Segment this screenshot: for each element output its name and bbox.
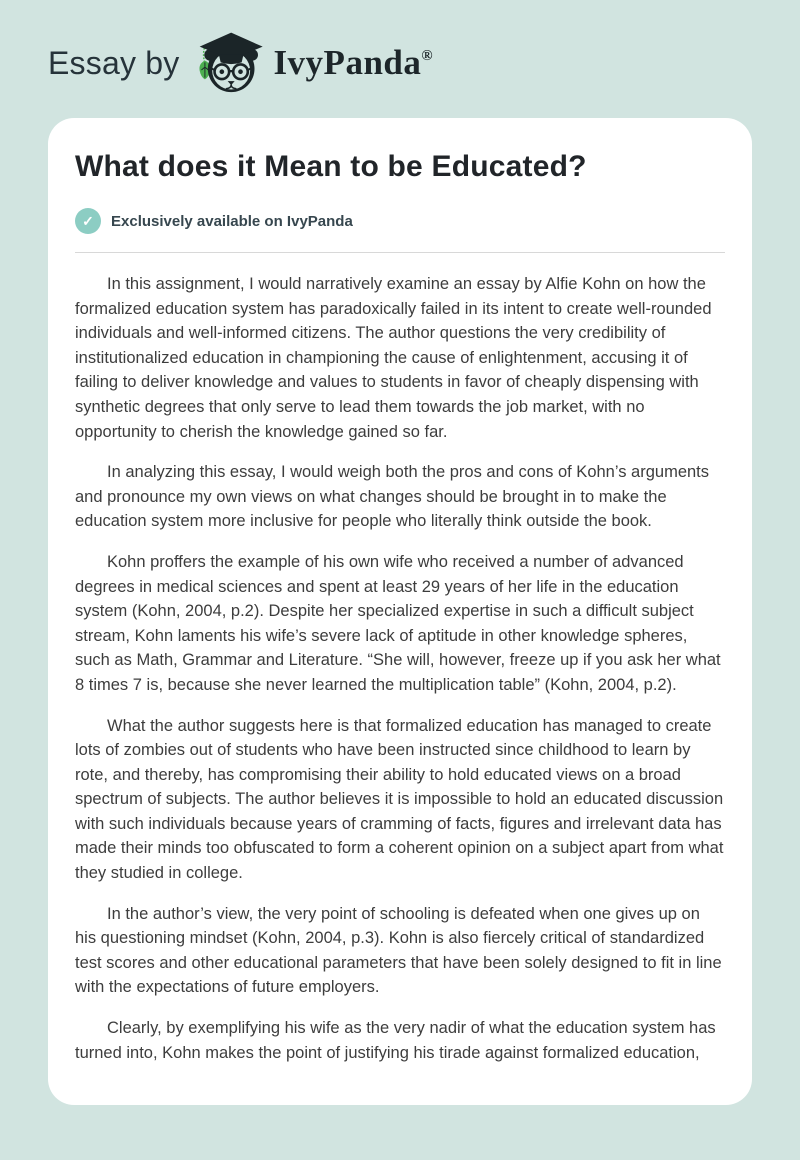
exclusive-badge [75, 208, 725, 234]
check-icon: ✓ [75, 208, 101, 234]
divider [75, 252, 725, 253]
ivypanda-logo[interactable] [195, 30, 433, 96]
page-title: What does it Mean to be Educated? [75, 150, 587, 183]
essay-paragraph: Clearly, by exemplifying his wife as the very nadir of what the education system has turned into, Kohn makes the point of justifying his tirade against formalized education, [75, 1019, 716, 1062]
essay-paragraph: Kohn proffers the example of his own wife who received a number of advanced degrees in medical sciences and spent at least 29 years of her life in the education system (Kohn, 2004, p.2). Despite her specialized expertise in such a difficult subject stream, Kohn laments his wife’s severe lack of aptitude in other knowledge spheres, such as Math, Grammar and Literature. “She will, however, freeze up if you ask her what 8 times 7 is, because she never learned the multiplication table” (Kohn, 2004, p.2). [75, 552, 721, 694]
essay-paragraph: In this assignment, I would narratively examine an essay by Alfie Kohn on how the formalized education system has paradoxically failed in its intent to create well-rounded individuals and well-informed citizens. The author questions the very credibility of institutionalized education in championing the cause of enlightenment, accusing it of failing to deliver knowledge and values to students in favor of cheaply dispensing with synthetic degrees that only serve to lead them towards the job market, with no opportunity to cherish the knowledge gained so far. [75, 275, 712, 441]
registered-trademark: ® [421, 48, 434, 64]
essay-card [48, 118, 752, 1105]
essay-by-label: Essay by [48, 44, 180, 81]
panda-logo-icon [195, 30, 265, 96]
exclusive-badge-label: Exclusively available on IvyPanda [111, 212, 353, 230]
essay-paragraph: In analyzing this essay, I would weigh both the pros and cons of Kohn’s arguments and pronounce my own views on what changes should be brought in to make the education system more inclusive for people who literally think outside the book. [75, 463, 710, 531]
page-header [0, 0, 800, 118]
brand-name: IvyPanda® [273, 43, 434, 82]
essay-paragraph: What the author suggests here is that formalized education has managed to create lots of zombies out of students who have been instructed since childhood to learn by rote, and thereby, has compromising their ability to hold educated views on a broad spectrum of subjects. The author believes it is impossible to hold an educated discussion with such individuals because years of cramming of facts, figures and irrelevant data has made their minds too obfuscated to form a coherent opinion on a subject apart from what they studied in college. [75, 716, 724, 883]
essay-paragraph: In the author’s view, the very point of schooling is defeated when one gives up on his questioning mindset (Kohn, 2004, p.3). Kohn is also fiercely critical of standardized test scores and other educational parameters that have been solely designed to fit in line with the expectations of future employers. [75, 904, 722, 997]
essay-body [75, 272, 725, 1065]
